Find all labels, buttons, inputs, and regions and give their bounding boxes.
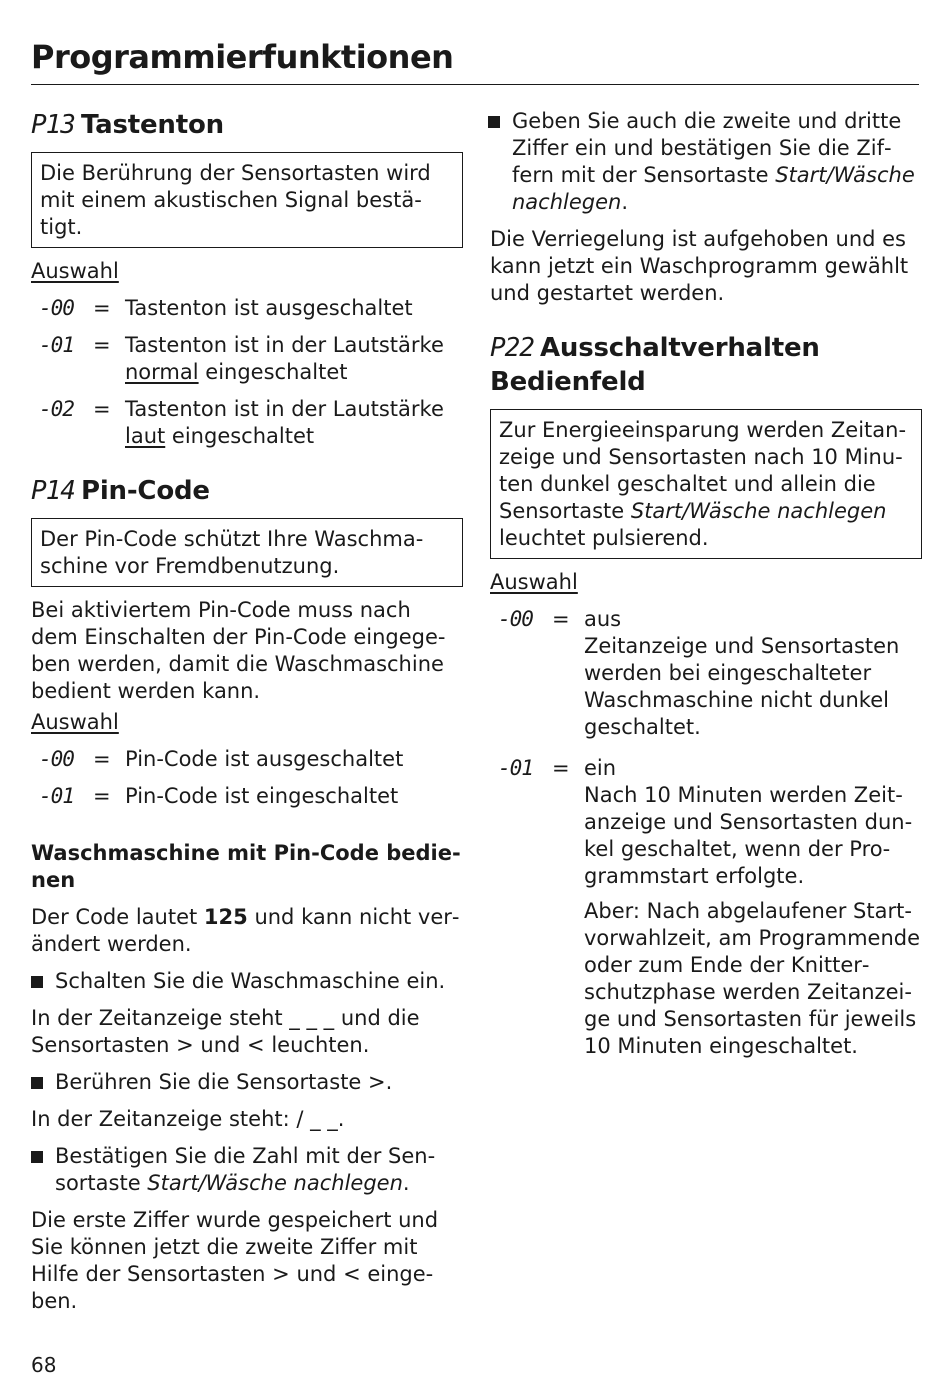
- display-paragraph: In der Zeitanzeige steht: / _ _.: [31, 1107, 345, 1131]
- option-description: [584, 755, 922, 1068]
- bullet-square-icon: [31, 1151, 43, 1163]
- unlocked-paragraph: Die Verriegelung ist aufgehoben und es kann jetzt ein Waschprogramm gewählt und gestartet werden.: [490, 227, 909, 305]
- intro-paragraph: Bei aktiviertem Pin-Code muss nach dem Einschalten der Pin-Code eingegeben werden, damit die Waschmaschine bedient werden kann.: [31, 598, 446, 703]
- bullet-step: [31, 1069, 463, 1096]
- option-equals: =: [93, 296, 111, 320]
- option-equals: =: [93, 784, 111, 808]
- step-text: [512, 108, 922, 216]
- option-equals: =: [93, 747, 111, 771]
- option-text-a: Tastenton ist in der Lautstärke: [125, 397, 444, 421]
- option-row: [498, 606, 922, 749]
- option-head: ein: [584, 756, 617, 780]
- option-code: -00: [498, 607, 533, 631]
- choice-label: Auswahl: [31, 259, 119, 283]
- option-text: [125, 332, 463, 386]
- option-code: -00: [39, 296, 74, 320]
- section-code: P14: [31, 476, 75, 506]
- page-title: Programmierfunktionen: [31, 38, 454, 76]
- box-text-pre: Zur Energieeinsparung werden Zeitanzeige und Sensortasten nach 10 Minuten dunkel geschaltet und allein die Sensortaste: [499, 418, 907, 523]
- bullet-step: [31, 1143, 463, 1197]
- option-row: [39, 396, 463, 450]
- option-row: [39, 746, 463, 773]
- pin-code-value: 125: [203, 905, 248, 929]
- section-title: Ausschaltverhalten Bedienfeld: [490, 333, 820, 397]
- option-code: -02: [39, 397, 74, 421]
- option-code: -00: [39, 747, 74, 771]
- option-description: [584, 606, 922, 749]
- info-box: [490, 409, 922, 559]
- option-code: -01: [39, 784, 74, 808]
- box-text-post: leuchtet pulsierend.: [499, 526, 709, 550]
- option-head: aus: [584, 607, 622, 631]
- bullet-square-icon: [488, 116, 500, 128]
- section-title: Pin-Code: [80, 476, 210, 506]
- option-text-b: eingeschaltet: [198, 360, 348, 384]
- option-text-underlined: laut: [125, 424, 166, 448]
- section-heading-p14: [31, 474, 463, 508]
- option-code: -01: [39, 333, 74, 357]
- step-text-post: .: [621, 190, 629, 214]
- step-text-italic: Start/Wäsche nachlegen: [147, 1171, 403, 1195]
- bullet-square-icon: [31, 976, 43, 988]
- info-box: Die Berührung der Sensortasten wird mit einem akustischen Signal bestätigt.: [31, 152, 463, 248]
- option-equals: =: [93, 397, 111, 421]
- subheading: Waschmaschine mit Pin-Code bedienen: [31, 841, 461, 892]
- section-heading-p13: [31, 108, 463, 142]
- option-row: [39, 295, 463, 322]
- left-column: [31, 108, 463, 1325]
- step-text: Berühren Sie die Sensortaste >.: [55, 1070, 393, 1094]
- option-text-a: Tastenton ist in der Lautstärke: [125, 333, 444, 357]
- option-row: [39, 332, 463, 386]
- option-code: -01: [498, 756, 533, 780]
- box-text-italic: Start/Wäsche nachlegen: [630, 499, 887, 523]
- step-text: Schalten Sie die Waschmaschine ein.: [55, 969, 446, 993]
- option-text-underlined: normal: [125, 360, 199, 384]
- option-text: Tastenton ist ausgeschaltet: [125, 296, 413, 320]
- option-text: Pin-Code ist ausgeschaltet: [125, 747, 404, 771]
- bullet-step: [488, 108, 922, 216]
- bullet-square-icon: [31, 1077, 43, 1089]
- option-text: Pin-Code ist eingeschaltet: [125, 784, 399, 808]
- step-text-pre: Geben Sie auch die zweite und dritte Ziffer ein und bestätigen Sie die Ziffern mit der Sensortaste: [512, 109, 902, 187]
- option-equals: =: [552, 756, 570, 780]
- section-code: P22: [490, 333, 534, 363]
- option-text: [125, 396, 463, 450]
- option-text-b: eingeschaltet: [165, 424, 315, 448]
- section-heading-p22: [490, 331, 922, 399]
- option-row: [498, 755, 922, 1068]
- option-row: [39, 783, 463, 810]
- right-column: [490, 108, 922, 1074]
- choice-label: Auswahl: [31, 710, 119, 734]
- option-equals: =: [552, 607, 570, 631]
- step-text: [55, 1143, 463, 1197]
- option-text-note: Aber: Nach abgelaufener Startvorwahlzeit, am Programmende oder zum Ende der Knitterschutzphase werden Zeitanzeige und Sensortasten für jeweils 10 Minuten eingeschaltet.: [584, 899, 920, 1058]
- after-paragraph: Die erste Ziffer wurde gespeichert und Sie können jetzt die zweite Ziffer mit Hilfe der Sensortasten > und < eingeben.: [31, 1208, 439, 1313]
- choice-label: Auswahl: [490, 570, 578, 594]
- step-text-post: .: [402, 1171, 410, 1195]
- section-title: Tastenton: [80, 110, 224, 140]
- display-paragraph: In der Zeitanzeige steht _ _ _ und die Sensortasten > und < leuchten.: [31, 1006, 420, 1057]
- code-text-pre: Der Code lautet: [31, 905, 204, 929]
- option-text: Nach 10 Minuten werden Zeitanzeige und Sensortasten dunkel geschaltet, wenn der Programmstart erfolgte.: [584, 783, 913, 888]
- code-paragraph: [31, 904, 463, 958]
- bullet-step: [31, 968, 463, 995]
- code-text-post: und kann nicht verändert werden.: [31, 905, 460, 956]
- page-number: 68: [31, 1353, 57, 1377]
- section-code: P13: [31, 110, 75, 140]
- title-rule: [31, 84, 919, 85]
- step-text-pre: Bestätigen Sie die Zahl mit der Sensortaste: [55, 1144, 436, 1195]
- option-text: Zeitanzeige und Sensortasten werden bei eingeschalteter Waschmaschine nicht dunkel geschaltet.: [584, 634, 900, 739]
- option-equals: =: [93, 333, 111, 357]
- step-text-italic: Start/Wäsche nachlegen: [512, 163, 915, 214]
- info-box: Der Pin-Code schützt Ihre Waschmaschine vor Fremdbenutzung.: [31, 518, 463, 587]
